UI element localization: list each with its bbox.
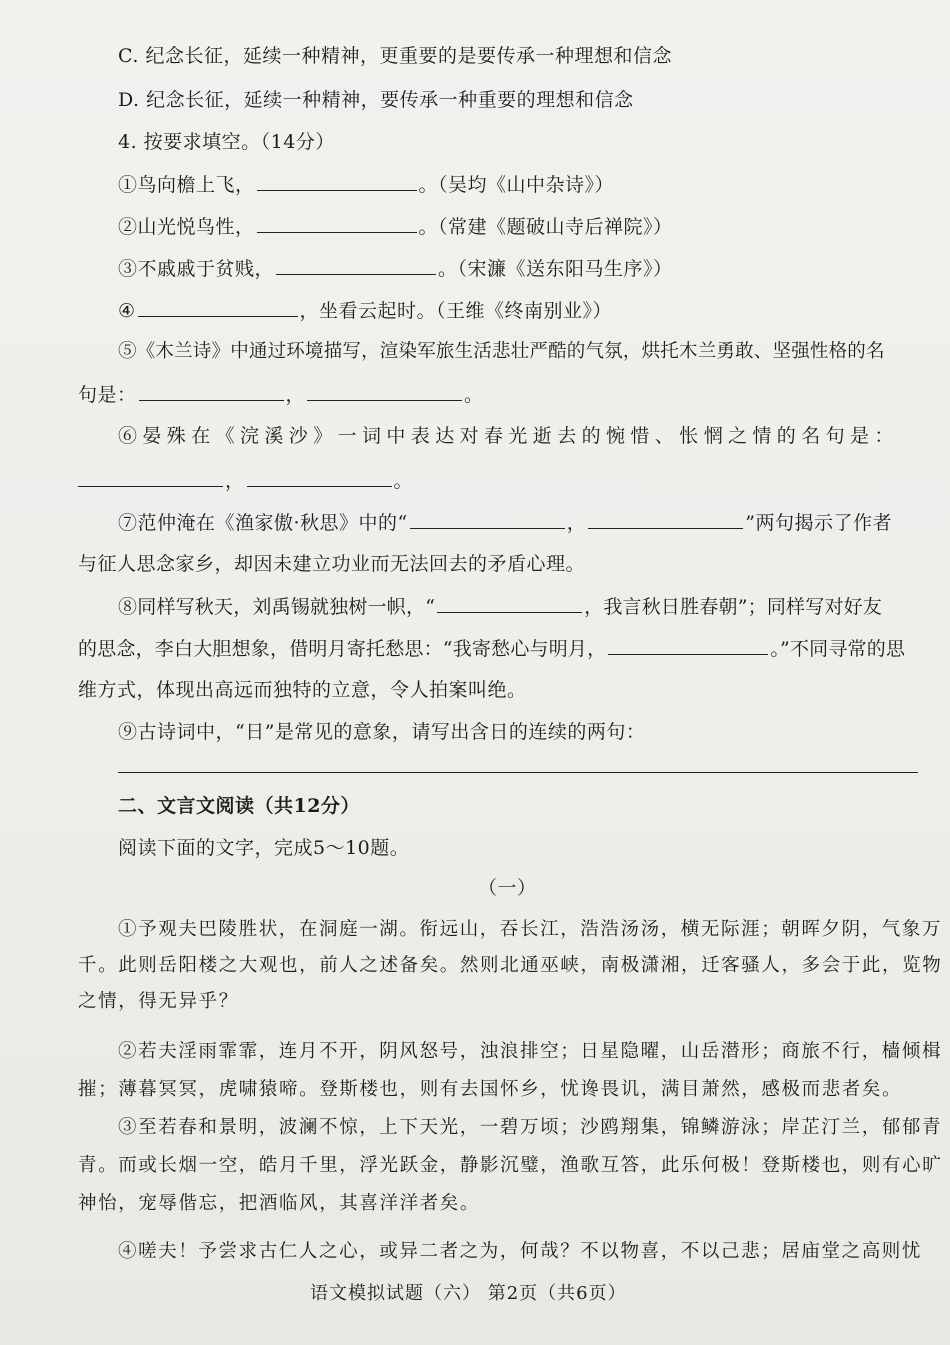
period-text: 。 <box>464 384 484 406</box>
passage-p2-line1: ②若夫淫雨霏霏，连月不开，阴风怒号，浊浪排空；日星隐曜，山岳潜形；商旅不行，樯倾楫 <box>118 1041 943 1062</box>
comma-text: ， <box>566 512 587 534</box>
fill-item-3-suffix: 。（宋濂《送东阳马生序》） <box>438 258 673 280</box>
passage-p4-line1: ④嗟夫！予尝求古仁人之心，或异二者之为，何哉？不以物喜，不以己悲；居庙堂之高则忧 <box>118 1241 923 1262</box>
answer-blank[interactable] <box>78 468 223 487</box>
fill-item-8-prefix: ⑧同样写秋天，刘禹锡就独树一帜，“ <box>118 596 436 618</box>
fill-item-1-prefix: ①鸟向檐上飞， <box>118 174 255 196</box>
fill-item-1-suffix: 。（吴均《山中杂诗》） <box>418 174 615 196</box>
fill-item-3 <box>118 256 673 281</box>
fill-item-4 <box>118 298 612 323</box>
passage-p3-line3: 神怡，宠辱偕忘，把酒临风，其喜洋洋者矣。 <box>78 1193 481 1214</box>
fill-item-8-line2-prefix: 的思念，李白大胆想象，借明月寄托愁思：“我寄愁心与明月， <box>78 638 607 660</box>
fill-item-8-line1 <box>118 594 882 619</box>
fill-item-7-prefix: ⑦范仲淹在《渔家傲·秋思》中的“ <box>118 512 408 534</box>
fill-item-7-line2: 与征人思念家乡，却因未建立功业而无法回去的矛盾心理。 <box>78 553 586 575</box>
fill-item-2-suffix: 。（常建《题破山寺后禅院》） <box>418 216 673 238</box>
answer-blank[interactable] <box>437 594 582 613</box>
fill-item-2-prefix: ②山光悦鸟性， <box>118 216 255 238</box>
answer-blank[interactable] <box>257 172 417 191</box>
fill-item-5-line1: ⑤《木兰诗》中通过环境描写，渲染军旅生活悲壮严酷的气氛，烘托木兰勇敢、坚强性格的名 <box>118 341 885 362</box>
answer-blank[interactable] <box>410 510 565 529</box>
period-text: 。 <box>393 470 414 492</box>
section-2-heading: 二、文言文阅读（共12分） <box>118 795 360 817</box>
passage-p1-line2: 千。此则岳阳楼之大观也，前人之述备矣。然则北通巫峡，南极潇湘，迁客骚人，多会于此，览物 <box>78 955 943 976</box>
answer-line-full[interactable] <box>118 772 918 773</box>
answer-blank[interactable] <box>139 382 284 401</box>
option-d: D. 纪念长征，延续一种精神，要传承一种重要的理想和信念 <box>118 89 634 111</box>
fill-item-5-prefix: 句是： <box>78 384 137 406</box>
fill-item-2 <box>118 214 673 239</box>
option-c: C. 纪念长征，延续一种精神，更重要的是要传承一种理想和信念 <box>118 45 672 67</box>
answer-blank[interactable] <box>307 382 462 401</box>
fill-item-1 <box>118 172 614 197</box>
fill-item-4-prefix: ④ <box>118 300 136 322</box>
fill-item-4-suffix: ，坐看云起时。（王维《终南别业》） <box>299 300 613 322</box>
fill-item-6-line1: ⑥晏殊在《浣溪沙》一词中表达对春光逝去的惋惜、怅惘之情的名句是： <box>118 425 899 447</box>
passage-p1-line1: ①予观夫巴陵胜状，在洞庭一湖。衔远山，吞长江，浩浩汤汤，横无际涯；朝晖夕阴，气象万 <box>118 919 943 940</box>
fill-item-8-line2 <box>78 636 905 661</box>
fill-item-8-line2-suffix: 。”不同寻常的思 <box>770 638 906 660</box>
passage-p3-line2: 青。而或长烟一空，皓月千里，浮光跃金，静影沉璧，渔歌互答，此乐何极！登斯楼也，则有心旷 <box>78 1155 943 1176</box>
fill-item-6-line2 <box>78 468 413 493</box>
passage-p1-line3: 之情，得无异乎？ <box>78 991 239 1012</box>
fill-item-8-middle: ，我言秋日胜春朝”；同样写对好友 <box>584 596 883 618</box>
comma-text: ， <box>225 470 245 492</box>
fill-item-7-line1 <box>118 510 892 535</box>
fill-item-5-line2 <box>78 382 484 407</box>
fill-item-3-prefix: ③不戚戚于贫贱， <box>118 258 275 280</box>
passage-p2-line2: 摧；薄暮冥冥，虎啸猿啼。登斯楼也，则有去国怀乡，忧谗畏讥，满目萧然，感极而悲者矣。 <box>78 1079 903 1100</box>
comma-text: ， <box>285 384 306 406</box>
answer-blank[interactable] <box>588 510 743 529</box>
passage-part-label: （一） <box>478 877 537 899</box>
page-footer: 语文模拟试题（六） 第2页（共6页） <box>310 1283 627 1304</box>
passage-p3-line1: ③至若春和景明，波澜不惊，上下天光，一碧万顷；沙鸥翔集，锦鳞游泳；岸芷汀兰，郁郁青 <box>118 1117 943 1138</box>
answer-blank[interactable] <box>257 214 417 233</box>
fill-item-9: ⑨古诗词中，“日”是常见的意象，请写出含日的连续的两句： <box>118 721 646 743</box>
fill-item-7-suffix: ”两句揭示了作者 <box>745 512 892 534</box>
answer-blank[interactable] <box>608 636 768 655</box>
fill-item-8-line3: 维方式，体现出高远而独特的立意，令人拍案叫绝。 <box>78 679 527 701</box>
section-2-intro: 阅读下面的文字，完成5～10题。 <box>118 837 410 859</box>
answer-blank[interactable] <box>138 298 298 317</box>
question-4-title: 4. 按要求填空。（14分） <box>118 131 335 153</box>
answer-blank[interactable] <box>247 468 392 487</box>
answer-blank[interactable] <box>276 256 436 275</box>
